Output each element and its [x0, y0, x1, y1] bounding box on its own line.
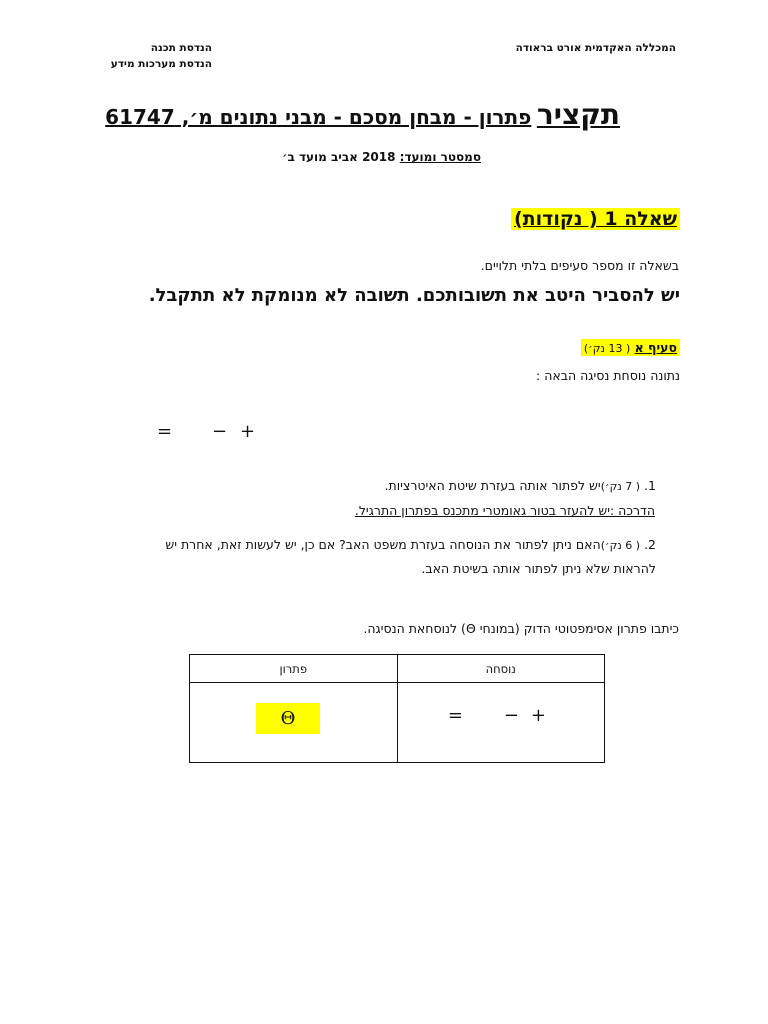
section-a-given: נתונה נוסחת נסיגה הבאה : — [536, 368, 680, 383]
page-title — [105, 98, 620, 131]
section-a-points: ( 13 נק׳) — [583, 342, 631, 355]
formula-minus: − — [503, 705, 519, 726]
solution-cell — [190, 683, 398, 763]
item-2-number: 2. — [644, 537, 656, 552]
hint-line: הדרכה :יש להעזר בטור גאומטרי מתכנס בפתרון התרגיל. — [354, 503, 655, 518]
section-a-heading — [581, 337, 680, 356]
item-1-number: 1. — [644, 478, 656, 493]
table-row — [190, 683, 605, 763]
semester-value: 2018 אביב מועד ב׳ — [282, 150, 396, 164]
title-main: תקציר — [536, 98, 620, 131]
semester-line — [282, 150, 481, 164]
equation-equals: = — [157, 421, 173, 442]
section-a-badge — [581, 339, 680, 356]
header-solution: פתרון — [190, 655, 398, 683]
item-1-text: יש לפתור אותה בעזרת שיטת האיטרציות. — [384, 478, 601, 493]
college-name: המכללה האקדמית אורט בראודה — [515, 42, 676, 54]
equation-minus: − — [212, 421, 228, 442]
formula-plus: + — [530, 705, 546, 726]
item-2-line-2: להראות שלא ניתן לפתור אותה בשיטת האב. — [421, 561, 656, 576]
item-2-points: ( 6 נק׳) — [600, 539, 641, 552]
item-1-points: ( 7 נק׳) — [600, 480, 641, 493]
item-1 — [385, 478, 656, 493]
question-intro: בשאלה זו מספר סעיפים בלתי תלויים. — [480, 258, 679, 273]
asymptotic-instruction: כיתבו פתרון אסימפטוטי הדוק (במונחי Θ) לנוסחאת הנסיגה. — [363, 621, 679, 636]
section-a-label: סעיף א — [634, 340, 677, 355]
semester-label: סמסטר ומועד: — [399, 150, 481, 164]
theta-answer-box: Θ — [256, 703, 320, 734]
solution-table — [189, 654, 605, 763]
table-header-row — [190, 655, 605, 683]
title-rest: פתרון - מבחן מסכם - מבני נתונים מ׳, 61747 — [105, 105, 532, 129]
header-formula: נוסחה — [397, 655, 605, 683]
explain-requirement: יש להסביר היטב את תשובותכם. תשובה לא מנומקת לא תתקבל. — [148, 285, 680, 306]
department-software: הנדסת תכנה — [150, 42, 212, 54]
equation-plus: + — [240, 421, 256, 442]
item-2 — [165, 537, 656, 552]
formula-equals: = — [447, 705, 463, 726]
department-information-systems: הנדסת מערכות מידע — [110, 58, 212, 70]
question-heading — [511, 208, 680, 230]
question-title: שאלה 1 ( נקודות) — [511, 208, 680, 230]
item-2-line-1: האם ניתן לפתור את הנוסחה בעזרת משפט האב? אם כן, יש לעשות זאת, אחרת יש — [165, 537, 601, 552]
formula-cell — [397, 683, 605, 763]
